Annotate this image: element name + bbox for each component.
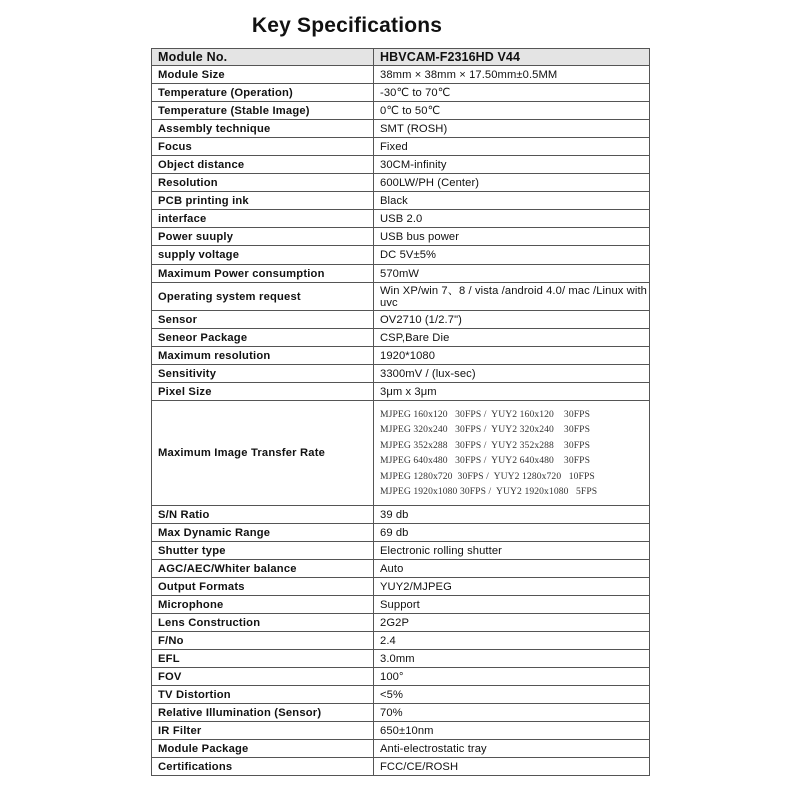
header-value: HBVCAM-F2316HD V44 — [374, 49, 650, 66]
table-row — [152, 210, 650, 228]
transfer-rate-line: MJPEG 640x480 30FPS / YUY2 640x480 30FPS — [380, 455, 591, 466]
spec-value: <5% — [374, 686, 650, 704]
table-row — [152, 383, 650, 401]
spec-key: Power suuply — [152, 228, 374, 246]
spec-value: SMT (ROSH) — [374, 120, 650, 138]
spec-key: FOV — [152, 668, 374, 686]
table-row — [152, 668, 650, 686]
spec-value: DC 5V±5% — [374, 246, 650, 265]
spec-value: OV2710 (1/2.7") — [374, 311, 650, 329]
spec-value: 30CM-infinity — [374, 156, 650, 174]
spec-value: 3μm x 3μm — [374, 383, 650, 401]
table-row — [152, 192, 650, 210]
spec-key: Shutter type — [152, 542, 374, 560]
spec-value: USB 2.0 — [374, 210, 650, 228]
table-row — [152, 542, 650, 560]
spec-value: 1920*1080 — [374, 347, 650, 365]
spec-value: Black — [374, 192, 650, 210]
spec-key: F/No — [152, 632, 374, 650]
table-row — [152, 311, 650, 329]
spec-value: 39 db — [374, 506, 650, 524]
table-row — [152, 138, 650, 156]
spec-key: interface — [152, 210, 374, 228]
table-row — [152, 740, 650, 758]
spec-value: YUY2/MJPEG — [374, 578, 650, 596]
spec-value: Support — [374, 596, 650, 614]
spec-value: USB bus power — [374, 228, 650, 246]
table-row — [152, 632, 650, 650]
table-row — [152, 102, 650, 120]
spec-key: TV Distortion — [152, 686, 374, 704]
spec-key: IR Filter — [152, 722, 374, 740]
spec-key: AGC/AEC/Whiter balance — [152, 560, 374, 578]
spec-key: Pixel Size — [152, 383, 374, 401]
spec-value: 70% — [374, 704, 650, 722]
table-row — [152, 650, 650, 668]
spec-value: 100° — [374, 668, 650, 686]
table-header-row — [152, 49, 650, 66]
spec-key: Focus — [152, 138, 374, 156]
spec-key: Operating system request — [152, 283, 374, 311]
table-row — [152, 506, 650, 524]
spec-value: 650±10nm — [374, 722, 650, 740]
table-row — [152, 704, 650, 722]
table-row — [152, 84, 650, 102]
table-row — [152, 120, 650, 138]
spec-value: 38mm × 38mm × 17.50mm±0.5MM — [374, 66, 650, 84]
spec-value: Electronic rolling shutter — [374, 542, 650, 560]
spec-value: 3.0mm — [374, 650, 650, 668]
table-row — [152, 560, 650, 578]
spec-key: Maximum Power consumption — [152, 265, 374, 283]
spec-key: Relative Illumination (Sensor) — [152, 704, 374, 722]
spec-key: Output Formats — [152, 578, 374, 596]
spec-key: Certifications — [152, 758, 374, 776]
table-row — [152, 265, 650, 283]
transfer-rate-line: MJPEG 160x120 30FPS / YUY2 160x120 30FPS — [380, 408, 591, 420]
spec-key: Sensor — [152, 311, 374, 329]
spec-table — [151, 48, 650, 776]
spec-key: Temperature (Stable Image) — [152, 102, 374, 120]
spec-key: supply voltage — [152, 246, 374, 265]
spec-key: Max Dynamic Range — [152, 524, 374, 542]
spec-key: Assembly technique — [152, 120, 374, 138]
spec-value: 570mW — [374, 265, 650, 283]
table-row — [152, 228, 650, 246]
page-title: Key Specifications — [251, 14, 443, 37]
spec-value: Anti-electrostatic tray — [374, 740, 650, 758]
spec-value: 600LW/PH (Center) — [374, 174, 650, 192]
table-row — [152, 365, 650, 383]
spec-key: Seneor Package — [152, 329, 374, 347]
spec-key: Module Package — [152, 740, 374, 758]
spec-key: Maximum resolution — [152, 347, 374, 365]
table-row — [152, 329, 650, 347]
spec-key: Lens Construction — [152, 614, 374, 632]
spec-value: Fixed — [374, 138, 650, 156]
spec-key: Module Size — [152, 66, 374, 84]
table-row — [152, 596, 650, 614]
spec-value: 2.4 — [374, 632, 650, 650]
spec-key: Resolution — [152, 174, 374, 192]
table-row — [152, 156, 650, 174]
table-row — [152, 66, 650, 84]
spec-key: EFL — [152, 650, 374, 668]
spec-key: S/N Ratio — [152, 506, 374, 524]
spec-value: 2G2P — [374, 614, 650, 632]
spec-value: CSP,Bare Die — [374, 329, 650, 347]
spec-key: PCB printing ink — [152, 192, 374, 210]
table-row — [152, 578, 650, 596]
spec-key: Maximum Image Transfer Rate — [152, 401, 374, 506]
spec-value: 3300mV / (lux-sec) — [374, 365, 650, 383]
spec-value: FCC/CE/ROSH — [374, 758, 650, 776]
spec-key: Object distance — [152, 156, 374, 174]
header-key: Module No. — [152, 49, 374, 66]
table-row — [152, 283, 650, 311]
table-row — [152, 758, 650, 776]
spec-value: Auto — [374, 560, 650, 578]
table-row — [152, 174, 650, 192]
spec-value: 0℃ to 50℃ — [374, 102, 650, 120]
table-row — [152, 246, 650, 265]
spec-value: 69 db — [374, 524, 650, 542]
transfer-rate-line: MJPEG 320x240 30FPS / YUY2 320x240 30FPS — [380, 424, 591, 435]
spec-value-lines — [374, 401, 650, 506]
spec-key: Temperature (Operation) — [152, 84, 374, 102]
transfer-rate-line: MJPEG 1280x720 30FPS / YUY2 1280x720 10FPS — [380, 470, 595, 482]
table-row — [152, 401, 650, 506]
spec-key: Sensitivity — [152, 365, 374, 383]
table-row — [152, 722, 650, 740]
spec-value: -30℃ to 70℃ — [374, 84, 650, 102]
spec-key: Microphone — [152, 596, 374, 614]
table-row — [152, 524, 650, 542]
transfer-rate-line: MJPEG 352x288 30FPS / YUY2 352x288 30FPS — [380, 439, 591, 451]
transfer-rate-line: MJPEG 1920x1080 30FPS / YUY2 1920x1080 5FPS — [380, 486, 598, 497]
spec-value: Win XP/win 7、8 / vista /android 4.0/ mac /Linux with uvc — [374, 283, 650, 311]
table-row — [152, 347, 650, 365]
table-row — [152, 614, 650, 632]
table-row — [152, 686, 650, 704]
